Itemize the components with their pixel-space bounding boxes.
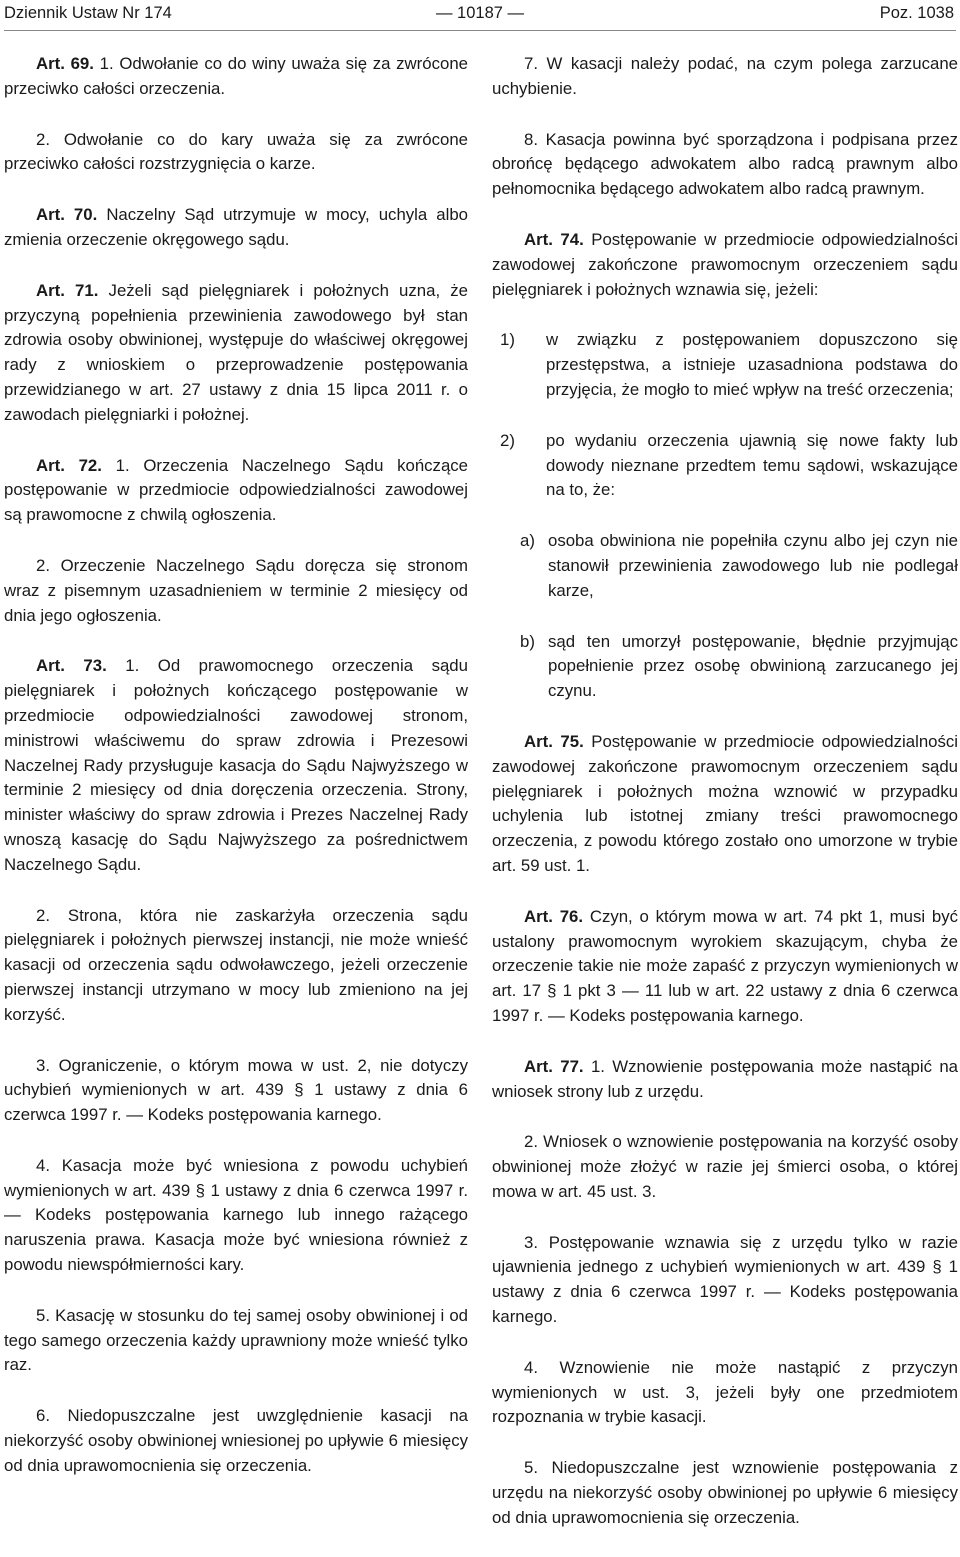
art-77-para-5: 5. Niedopuszczalne jest wznowienie postępowania z urzędu na niekorzyść osoby obwinionej po upływie 6 miesięcy od dnia uprawomocnienia się orzeczenia. bbox=[492, 1458, 958, 1527]
art-73-para-5: 5. Kasację w stosunku do tej samej osoby obwinionej i od tego samego orzeczenia każdy uprawniony może wnieść tylko raz. bbox=[4, 1305, 468, 1375]
art-72-para-1 bbox=[4, 454, 468, 528]
art-71-label: Art. 71. bbox=[36, 280, 99, 300]
art-73-para-3: 3. Ograniczenie, o którym mowa w ust. 2, nie dotyczy uchybień wymienionych w art. 439 § 1 ustawy z dnia 6 czerwca 1997 r. — Kodeks postępowania karnego. bbox=[4, 1055, 468, 1125]
page-number: — 10187 — bbox=[435, 4, 525, 22]
art-72-text-1: 1. Orzeczenia Naczelnego Sądu kończące postępowanie w przedmiocie odpowiedzialności zawodowej są prawomocne z chwilą ogłoszenia. bbox=[4, 455, 468, 525]
art-69-para-2: 2. Odwołanie co do kary uważa się za zwrócone przeciwko całości rozstrzygnięcia o karze. bbox=[4, 129, 468, 174]
art-74-item-2 bbox=[492, 429, 958, 503]
left-column bbox=[4, 52, 468, 1505]
art-76-text: Czyn, o którym mowa w art. 74 pkt 1, musi być ustalony prawomocnym wyrokiem skazującym, chyba że orzeczenie takie nie może zapaść z przyczyn wymienionych w art. 17 § 1 pkt 3 — 11 lub w art. 22 ustawy z dnia 6 czerwca 1997 r. — Kodeks postępowania karnego. bbox=[492, 906, 958, 1025]
art-69-para-1 bbox=[4, 52, 468, 102]
list-marker: 2) bbox=[500, 430, 515, 450]
position-number: Poz. 1038 bbox=[879, 4, 954, 22]
journal-title: Dziennik Ustaw Nr 174 bbox=[4, 4, 172, 22]
art-73-para-4: 4. Kasacja może być wniesiona z powodu uchybień wymienionych w art. 439 § 1 ustawy z dnia 6 czerwca 1997 r. — Kodeks postępowania karnego lub innego rażącego naruszenia prawa. Kasacja może być wniesiona również z powodu niewspółmierności kary. bbox=[4, 1155, 468, 1275]
list-item-text: osoba obwiniona nie popełniła czynu albo jej czyn nie stanowił przewinienia zawodowego lub nie podlegał karze, bbox=[548, 531, 958, 600]
art-77-para-2: 2. Wniosek o wznowienie postępowania na korzyść osoby obwinionej może złożyć w razie jej śmierci osoba, o której mowa w art. 45 ust. 3. bbox=[492, 1132, 958, 1201]
art-70-text: Naczelny Sąd utrzymuje w mocy, uchyla albo zmienia orzeczenie okręgowego sądu. bbox=[4, 205, 468, 249]
art-70 bbox=[4, 203, 468, 253]
art-73-para-2: 2. Strona, która nie zaskarżyła orzeczenia sądu pielęgniarek i położnych pierwszej instancji, nie może wnieść kasacji od orzeczenia sądu odwoławczego, jeżeli orzeczenie pierwszej instancji utrzymano w mocy lub zmieniono na jej korzyść. bbox=[4, 905, 468, 1024]
list-item-text: sąd ten umorzył postępowanie, błędnie przyjmując popełnienie przez osobę obwinioną zarzucanego jej czynu. bbox=[548, 631, 958, 701]
art-72-label: Art. 72. bbox=[36, 455, 102, 475]
art-70-label: Art. 70. bbox=[36, 205, 98, 225]
art-76-label: Art. 76. bbox=[524, 906, 584, 926]
list-marker: b) bbox=[520, 631, 535, 651]
list-marker: 1) bbox=[500, 330, 515, 350]
art-75 bbox=[492, 730, 958, 879]
art-72-para-2: 2. Orzeczenie Naczelnego Sądu doręcza się stronom wraz z pisemnym uzasadnieniem w terminie 2 miesięcy od dnia jego ogłoszenia. bbox=[4, 555, 468, 625]
art-71-text: Jeżeli sąd pielęgniarek i położnych uzna, że przyczyną popełnienia przewinienia zawodowego był stan zdrowia osoby obwinionej, występuje do właściwej okręgowej rady z wnioskiem o przeprowadzenie postępowania przewidzianego w art. 27 ustawy z dnia 15 lipca 2011 r. o zawodach pielęgniarki i położnej. bbox=[4, 280, 468, 424]
art-73-label: Art. 73. bbox=[36, 656, 107, 676]
art-74-subitem-a bbox=[492, 529, 958, 603]
list-marker: a) bbox=[520, 531, 535, 551]
art-77-label: Art. 77. bbox=[524, 1056, 584, 1076]
list-item-text: po wydaniu orzeczenia ujawnią się nowe fakty lub dowody nieznane przedtem temu sądowi, wskazujące na to, że: bbox=[546, 430, 958, 500]
art-75-label: Art. 75. bbox=[524, 731, 584, 751]
art-73-para-8: 8. Kasacja powinna być sporządzona i podpisana przez obrońcę będącego adwokatem albo radcą prawnym albo pełnomocnika będącego adwokatem albo radcą prawnym. bbox=[492, 129, 958, 199]
page-header bbox=[4, 2, 956, 28]
art-73-text-1: 1. Od prawomocnego orzeczenia sądu pielęgniarek i położnych kończącego postępowanie w przedmiocie odpowiedzialności zawodowej stronom, ministrowi właściwemu do spraw zdrowia i Prezesowi Naczelnej Rady przysługuje kasacja do Sądu Najwyższego w terminie 2 miesięcy od dnia doręczenia orzeczenia. Strony, minister właściwy do spraw zdrowia i Prezes Naczelnej Rady wnoszą kasację do Sądu Najwyższego za pośrednictwem Naczelnego Sądu. bbox=[4, 656, 468, 874]
art-77-text-1: 1. Wznowienie postępowania może nastąpić na wniosek strony lub z urzędu. bbox=[492, 1056, 958, 1101]
art-74 bbox=[492, 228, 958, 302]
art-77-para-3: 3. Postępowanie wznawia się z urzędu tylko w razie ujawnienia jednego z uchybień wymienionych w art. 439 § 1 ustawy z dnia 6 czerwca 1997 r. — Kodeks postępowania karnego. bbox=[492, 1232, 958, 1327]
art-73-para-6: 6. Niedopuszczalne jest uwzględnienie kasacji na niekorzyść osoby obwinionej wniesionej po upływie 6 miesięcy od dnia uprawomocnienia się orzeczenia. bbox=[4, 1406, 468, 1475]
art-71 bbox=[4, 279, 468, 428]
art-73-para-7: 7. W kasacji należy podać, na czym polega zarzucane uchybienie. bbox=[492, 54, 958, 98]
art-77-para-1 bbox=[492, 1055, 958, 1105]
right-column bbox=[492, 52, 958, 1557]
art-77-para-4: 4. Wznowienie nie może nastąpić z przyczyn wymienionych w ust. 3, jeżeli były one przedmiotem rozpoznania w trybie kasacji. bbox=[492, 1357, 958, 1427]
art-69-text-1: 1. Odwołanie co do winy uważa się za zwrócone przeciwko całości orzeczenia. bbox=[4, 54, 468, 98]
art-69-label: Art. 69. bbox=[36, 54, 94, 73]
art-75-text: Postępowanie w przedmiocie odpowiedzialności zawodowej zakończone prawomocnym orzeczeniem sądu pielęgniarek i położnych można wznowić w przypadku uchylenia lub istotnej zmiany treści prawomocnego orzeczenia, z powodu którego zostało ono umorzone w trybie art. 59 ust. 1. bbox=[492, 731, 958, 875]
art-74-item-1 bbox=[492, 328, 958, 402]
art-74-subitem-b bbox=[492, 630, 958, 704]
art-76 bbox=[492, 905, 958, 1029]
list-item-text: w związku z postępowaniem dopuszczono się przestępstwa, a istnieje uzasadniona podstawa do przyjęcia, że mogło to mieć wpływ na treść orzeczenia; bbox=[546, 330, 958, 399]
header-divider bbox=[4, 30, 956, 31]
art-74-label: Art. 74. bbox=[524, 229, 584, 249]
art-73-para-1 bbox=[4, 654, 468, 877]
art-74-text: Postępowanie w przedmiocie odpowiedzialności zawodowej zakończone prawomocnym orzeczeniem sądu pielęgniarek i położnych wznawia się, jeżeli: bbox=[492, 229, 958, 299]
